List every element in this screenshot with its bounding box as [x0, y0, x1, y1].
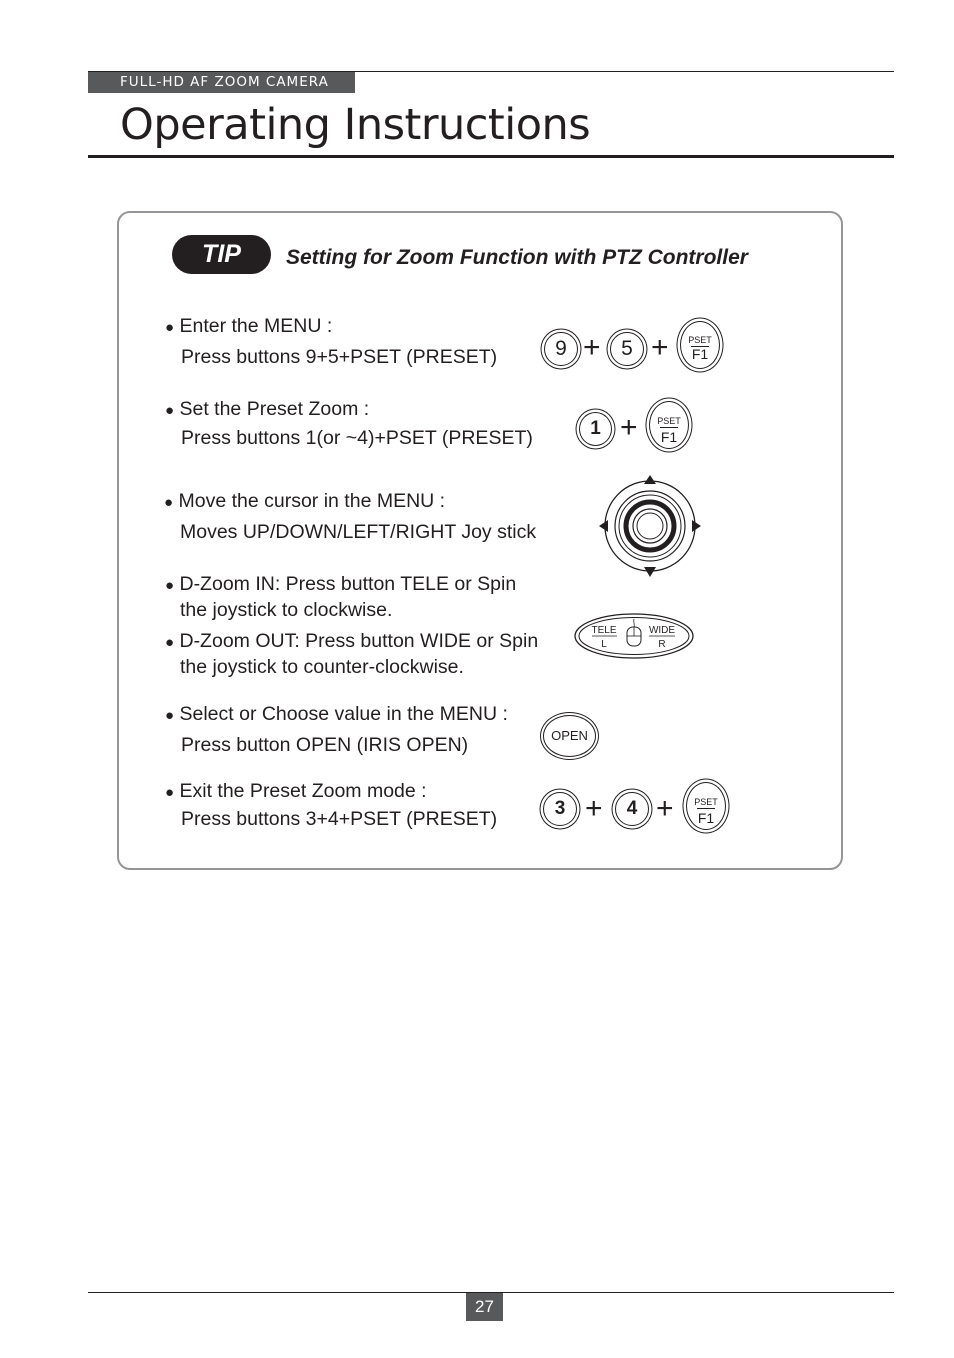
- plus-sign: +: [656, 792, 674, 825]
- key-5-button: 5: [610, 332, 644, 366]
- pset-f1-button: [686, 782, 726, 830]
- tip-badge: TIP: [172, 235, 271, 274]
- open-button: OPEN: [543, 715, 596, 757]
- page-number: 27: [466, 1293, 503, 1321]
- pset-label: PSET: [657, 416, 681, 426]
- tip-heading: Setting for Zoom Function with PTZ Controller: [286, 246, 748, 269]
- title-rule: [88, 155, 894, 158]
- plus-sign: +: [651, 331, 669, 364]
- pset-label: PSET: [694, 797, 718, 807]
- tele-wide-rocker-icon: [573, 612, 695, 660]
- key-3-button: 3: [543, 792, 577, 826]
- key-1-button: 1: [579, 412, 612, 446]
- plus-sign: +: [583, 331, 601, 364]
- page-title: Operating Instructions: [120, 100, 591, 150]
- instruction-dzoom-out-detail: the joystick to counter-clockwise.: [180, 656, 464, 678]
- key-9-button: 9: [544, 332, 578, 366]
- instruction-exit-preset-detail: Press buttons 3+4+PSET (PRESET): [181, 808, 498, 830]
- f1-label: F1: [660, 429, 678, 445]
- right-label: R: [658, 639, 666, 650]
- instruction-exit-preset: ● Exit the Preset Zoom mode :: [165, 780, 427, 802]
- product-tag: FULL-HD AF ZOOM CAMERA: [88, 72, 355, 93]
- instruction-move-cursor: ● Move the cursor in the MENU :: [164, 490, 446, 512]
- instruction-enter-menu: ● Enter the MENU :: [165, 315, 333, 337]
- instruction-dzoom-in: ● D-Zoom IN: Press button TELE or Spin: [165, 573, 517, 595]
- pset-label: PSET: [688, 335, 712, 345]
- plus-sign: +: [585, 792, 603, 825]
- pset-divider: [697, 808, 715, 809]
- pset-f1-button: [680, 321, 720, 369]
- instruction-select-value-detail: Press button OPEN (IRIS OPEN): [181, 734, 469, 756]
- pset-divider: [660, 427, 678, 428]
- instruction-select-value: ● Select or Choose value in the MENU :: [165, 703, 508, 725]
- instruction-move-cursor-detail: Moves UP/DOWN/LEFT/RIGHT Joy stick: [180, 521, 537, 543]
- instruction-set-preset-detail: Press buttons 1(or ~4)+PSET (PRESET): [181, 427, 533, 449]
- instruction-set-preset: ● Set the Preset Zoom :: [165, 398, 370, 420]
- key-4-button: 4: [615, 792, 649, 826]
- instruction-dzoom-out: ● D-Zoom OUT: Press button WIDE or Spin: [165, 630, 539, 652]
- f1-label: F1: [697, 810, 715, 826]
- wide-label: WIDE: [648, 625, 676, 636]
- f1-label: F1: [691, 346, 709, 362]
- instruction-enter-menu-detail: Press buttons 9+5+PSET (PRESET): [181, 346, 498, 368]
- tele-label: TELE: [591, 625, 617, 636]
- left-label: L: [601, 639, 607, 650]
- pset-f1-button: [649, 401, 689, 449]
- plus-sign: +: [620, 411, 638, 444]
- instruction-dzoom-in-detail: the joystick to clockwise.: [180, 599, 393, 621]
- joystick-icon: [598, 474, 702, 578]
